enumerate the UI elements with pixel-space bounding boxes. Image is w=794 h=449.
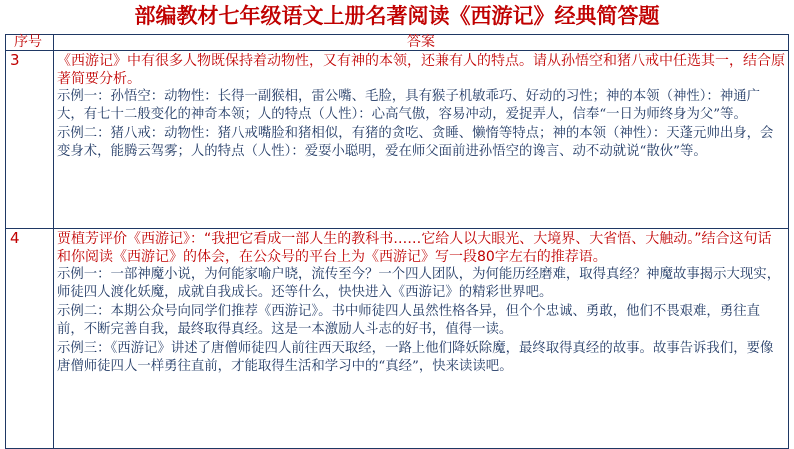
page-title: 部编教材七年级语文上册名著阅读《西游记》经典简答题 <box>134 4 660 28</box>
table-header-row <box>6 35 789 51</box>
answer-example: 示例二：猪八戒：动物性：猪八戒嘴脸和猪相似，有猪的贪吃、贪睡、懒惰等特点；神的本领（神性）：天蓬元帅出身，会变身术，能腾云驾雾；人的特点（人性）：爱耍小聪明，爱在师父面前进孙悟空的谗言、动不动就说“散伙”等。 <box>57 125 774 160</box>
header-answer: 答案 <box>54 35 789 51</box>
answer-example: 示例三：《西游记》讲述了唐僧师徒四人前往西天取经，一路上他们降妖除魔，最终取得真经的故事。故事告诉我们，要像唐僧师徒四人一样勇往直前，才能取得生活和学习中的“真经”，快来读读吧。 <box>57 340 774 375</box>
row-number: 3 <box>6 51 54 229</box>
table-row <box>6 229 789 449</box>
answer-table <box>5 34 789 449</box>
question-text: 《西游记》中有很多人物既保持着动物性，又有神的本领，还兼有人的特点。请从孙悟空和猪八戒中任选其一，结合原著简要分析。 <box>57 53 785 87</box>
row-content <box>54 51 789 229</box>
answer-example: 示例一：一部神魔小说，为何能家喻户晓，流传至今？一个四人团队，为何能历经磨难，取得真经？神魔故事揭示大现实，师徒四人渡化妖魔，成就自我成长。还等什么，快快进入《西游记》的精彩世界吧。 <box>57 267 781 301</box>
row-number: 4 <box>6 229 54 449</box>
answer-example: 示例二：本期公众号向同学们推荐《西游记》。书中师徒四人虽然性格各异，但个个忠诚、勇敢，他们不畏艰难，勇往直前，不断完善自我，最终取得真经。这是一本激励人斗志的好书，值得一读。 <box>57 303 760 338</box>
answer-example: 示例一：孙悟空：动物性：长得一副猴相，雷公嘴、毛脸，具有猴子机敏乖巧、好动的习性；神的本领（神性）：神通广大，有七十二般变化的神奇本领；人的特点（人性）：心高气傲，容易冲动，爱捉弄人，信奉“一日为师终身为父”等。 <box>57 89 760 123</box>
row-content <box>54 229 789 449</box>
table-row <box>6 51 789 229</box>
question-text: 贾植芳评价《西游记》：“我把它看成一部人生的教科书……它给人以大眼光、大境界、大省悟、大触动。”结合这句话和你阅读《西游记》的体会，在公众号的平台上为《西游记》写一段80字左右的推荐语。 <box>57 231 772 265</box>
header-number: 序号 <box>6 35 54 51</box>
